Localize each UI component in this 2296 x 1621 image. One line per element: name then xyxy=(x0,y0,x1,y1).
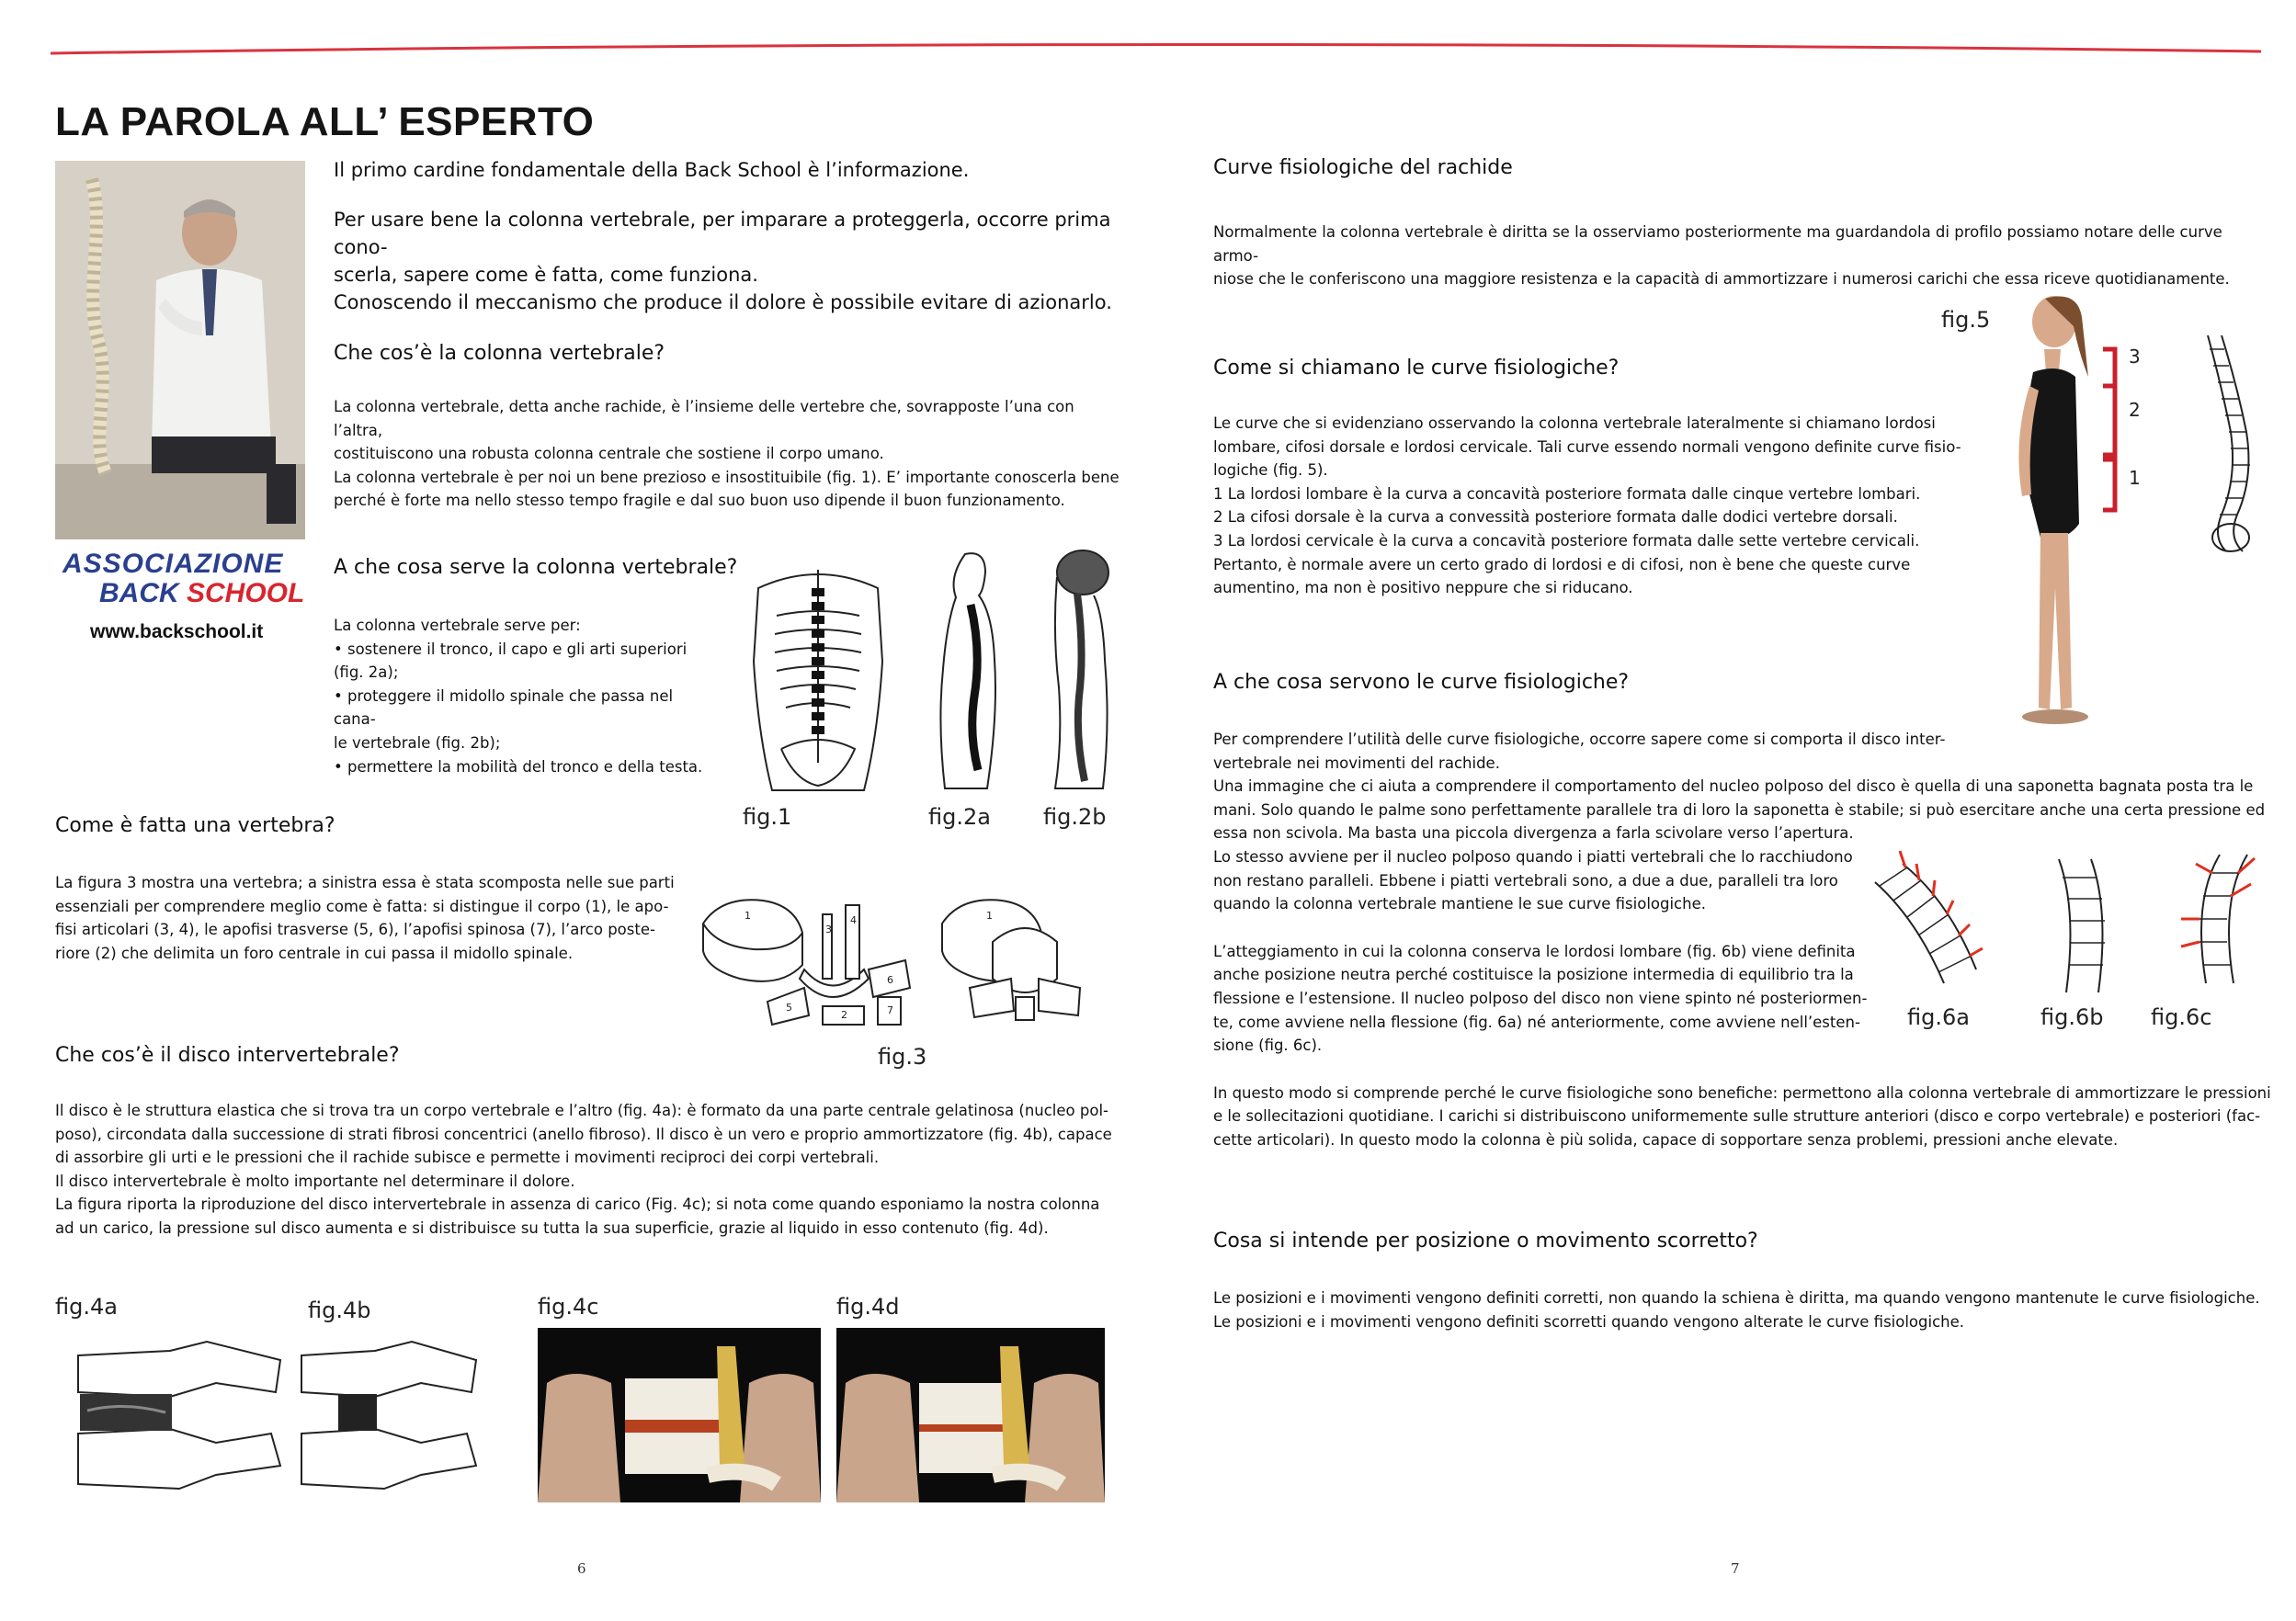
page-number-right: 7 xyxy=(1731,1560,1740,1577)
heading-servono: A che cosa servono le curve fisiologiche? xyxy=(1213,671,1630,694)
svg-text:7: 7 xyxy=(887,1004,893,1016)
serve-line: • sostenere il tronco, il capo e gli arti superiori xyxy=(334,640,688,658)
figure-6b-label: fig.6b xyxy=(2040,1004,2104,1030)
servono-line: quando la colonna vertebrale mantiene le sue curve fisiologiche. xyxy=(1213,895,1706,913)
colonna-line: costituiscono una robusta colonna centrale che sostiene il corpo umano. xyxy=(334,445,884,463)
figure-2a-profile xyxy=(928,540,1011,798)
nomi-line: 3 La lordosi cervicale è la curva a concavità posteriore formata dalle sette vertebre cervicali. xyxy=(1213,531,1920,550)
vertebra-line: riore (2) che delimita un foro centrale in cui passa il midollo spinale. xyxy=(55,944,574,962)
figure-4c-photo xyxy=(538,1328,821,1502)
servono-line: essa non scivola. Ma basta una piccola divergenza a farla scivolare verso l’apertura. xyxy=(1213,824,1854,843)
figure-4b-label: fig.4b xyxy=(308,1298,371,1323)
top-decorative-rule xyxy=(0,0,2296,74)
disco-line: ad un carico, la pressione sul disco aumenta e si distribuisce su tutta la sua superficie, grazie al liquido in esso contenuto (fig. 4d). xyxy=(55,1219,1049,1237)
nomi-line: logiche (fig. 5). xyxy=(1213,461,1328,480)
logo-line-2a: BACK xyxy=(99,578,187,608)
figure-6c-extension xyxy=(2155,845,2284,1002)
figure-1-skeleton xyxy=(740,551,896,799)
disco-line: Il disco intervertebrale è molto importante nel determinare il dolore. xyxy=(55,1172,575,1190)
nomi-line: aumentino, ma non è positivo neppure che si riducano. xyxy=(1213,579,1633,597)
benefiche-line: e le sollecitazioni quotidiane. I carichi si distribuiscono uniformemente sulle strutture anteriori (disco e corpo vertebrale) e posteriori (fac- xyxy=(1213,1107,2261,1126)
intro-line: Il primo cardine fondamentale della Back School è l’informazione. xyxy=(334,159,970,181)
colonna-line: La colonna vertebrale, detta anche rachide, è l’insieme delle vertebre che, sovrapposte l’una con l’altra, xyxy=(334,398,1074,439)
heading-nomi: Come si chiamano le curve fisiologiche? xyxy=(1213,357,1620,380)
figure-4d-photo xyxy=(836,1328,1105,1502)
nomi-text xyxy=(1213,412,1967,600)
heading-disco: Che cos’è il disco intervertebrale? xyxy=(55,1044,400,1067)
figure-4c-label: fig.4c xyxy=(538,1294,599,1320)
vertebra-line: La figura 3 mostra una vertebra; a sinistra essa è stata scomposta nelle sue parti xyxy=(55,874,675,891)
logo-line-2b: SCHOOL xyxy=(187,578,305,608)
logo-line-1: ASSOCIAZIONE xyxy=(63,549,284,579)
figure-4b-vertebrae-disc xyxy=(292,1337,485,1493)
logo-url: www.backschool.it xyxy=(90,621,264,642)
heading-curve: Curve fisiologiche del rachide xyxy=(1213,156,1513,179)
intro-line: Conoscendo il meccanismo che produce il dolore è possibile evitare di azionarlo. xyxy=(334,291,1112,313)
servono-line: Una immagine che ci aiuta a comprendere il comportamento del nucleo polposo del disco è quella di una saponetta bagnata posta tra le xyxy=(1213,777,2254,796)
svg-text:6: 6 xyxy=(887,974,893,986)
figure-5-label: fig.5 xyxy=(1941,307,1991,333)
page-number-left: 6 xyxy=(577,1560,586,1577)
scorretto-text xyxy=(1213,1287,2279,1333)
colonna-text xyxy=(334,395,1124,513)
disco-text xyxy=(55,1099,1131,1241)
heading-scorretto: Cosa si intende per posizione o movimento scorretto? xyxy=(1213,1230,1758,1253)
nomi-line: Le curve che si evidenziano osservando la colonna vertebrale lateralmente si chiamano lordosi xyxy=(1213,414,1936,432)
svg-text:3: 3 xyxy=(825,924,832,935)
figure-5-spine-diagram xyxy=(2180,331,2263,561)
nomi-line: Pertanto, è normale avere un certo grado di lordosi e di cifosi, non è bene che queste curve xyxy=(1213,555,1911,573)
serve-line: La colonna vertebrale serve per: xyxy=(334,617,581,634)
neutra-line: sione (fig. 6c). xyxy=(1213,1037,1323,1055)
heading-vertebra: Come è fatta una vertebra? xyxy=(55,814,335,837)
colonna-line: perché è forte ma nello stesso tempo fragile e dal suo buon uso dipende il buon funzionamento. xyxy=(334,492,1065,510)
neutra-line: flessione e l’estensione. Il nucleo polposo del disco non viene spinto né posteriormen- xyxy=(1213,989,1868,1007)
svg-text:1: 1 xyxy=(744,910,751,922)
heading-colonna: Che cos’è la colonna vertebrale? xyxy=(334,342,665,365)
svg-text:1: 1 xyxy=(986,910,993,922)
curve-line: niose che le conferiscono una maggiore resistenza e la capacità di ammortizzare i numerosi carichi che essa riceve quotidianamente. xyxy=(1213,270,2230,289)
figure-5-woman-profile xyxy=(1976,285,2114,744)
nomi-line: 1 La lordosi lombare è la curva a concavità posteriore formata dalle cinque vertebre lombari. xyxy=(1213,484,1921,503)
figure-1-label: fig.1 xyxy=(743,804,792,830)
expert-photo xyxy=(55,161,305,539)
scorretto-line: Le posizioni e i movimenti vengono definiti corretti, non quando la schiena è diritta, ma quando vengono mantenute le curve fisiologiche. xyxy=(1213,1289,2260,1307)
figure-2b-spinal-cord xyxy=(1039,540,1121,798)
benefiche-line: In questo modo si comprende perché le curve fisiologiche sono benefiche: permettono alla colonna vertebrale di ammortizzare le pressioni xyxy=(1213,1083,2271,1102)
serve-text xyxy=(334,614,720,778)
heading-serve: A che cosa serve la colonna vertebrale? xyxy=(334,556,738,579)
vertebra-line: essenziali per comprendere meglio come è fatta: si distingue il corpo (1), le apo- xyxy=(55,897,669,915)
intro-block xyxy=(334,156,1115,316)
serve-line: le vertebrale (fig. 2b); xyxy=(334,733,501,752)
curve-text xyxy=(1213,221,2270,291)
benefiche-line: cette articolari). In questo modo la colonna è più solida, capace di sopportare senza problemi, pressioni anche elevate. xyxy=(1213,1130,2119,1149)
disco-line: La figura riporta la riproduzione del disco intervertebrale in assenza di carico (Fig. 4c); si nota come quando esponiamo la nostra colonna xyxy=(55,1196,1100,1214)
disco-line: poso), circondata dalla successione di strati fibrosi concentrici (anello fibroso). Il disco è un vero e proprio ammortizzatore (fig. 4b), capace xyxy=(55,1125,1112,1143)
figure-3-vertebra xyxy=(694,878,1103,1048)
figure-6b-neutral xyxy=(2050,855,2123,1002)
svg-text:2: 2 xyxy=(841,1009,847,1021)
disco-line: di assorbire gli urti e le pressioni che il rachide subisce e permette i movimenti reciproci dei corpi vertebrali. xyxy=(55,1149,880,1167)
curve-number-1: 1 xyxy=(2129,467,2141,489)
neutra-line: anche posizione neutra perché costituisce la posizione intermedia di equilibrio tra la xyxy=(1213,966,1854,984)
serve-line: • proteggere il midollo spinale che passa nel cana- xyxy=(334,686,674,729)
servono-line: Per comprendere l’utilità delle curve fisiologiche, occorre sapere come si comporta il disco inter- xyxy=(1213,731,1946,748)
servono-line: non restano paralleli. Ebbene i piatti vertebrali sono, a due a due, paralleli tra loro xyxy=(1213,871,1838,890)
scorretto-line: Le posizioni e i movimenti vengono definiti scorretti quando vengono alterate le curve fisiologiche. xyxy=(1213,1312,1965,1331)
figure-3-label: fig.3 xyxy=(878,1044,927,1070)
figure-4d-label: fig.4d xyxy=(836,1294,900,1320)
figure-6a-flexion xyxy=(1861,845,1990,1002)
intro-line: scerla, sapere come è fatta, come funziona. xyxy=(334,264,758,286)
neutra-line: L’atteggiamento in cui la colonna conserva le lordosi lombare (fig. 6b) viene definita xyxy=(1213,942,1856,960)
figure-5-curve-brackets xyxy=(2098,340,2154,524)
svg-text:4: 4 xyxy=(850,914,857,926)
figure-4a-label: fig.4a xyxy=(55,1294,118,1320)
disco-line: Il disco è le struttura elastica che si trova tra un corpo vertebrale e l’altro (fig. 4a): è formato da una parte centrale gelatinosa (nucleo pol- xyxy=(55,1102,1108,1119)
servono-line: vertebrale nei movimenti del rachide. xyxy=(1213,754,1500,772)
figure-6a-label: fig.6a xyxy=(1907,1004,1970,1030)
curve-number-2: 2 xyxy=(2129,399,2141,421)
page-title: LA PAROLA ALL’ ESPERTO xyxy=(55,99,595,144)
back-school-logo xyxy=(63,550,315,632)
curve-line: Normalmente la colonna vertebrale è diritta se la osserviamo posteriormente ma guardandola di profilo possiamo notare delle curve armo- xyxy=(1213,223,2222,265)
figure-2b-label: fig.2b xyxy=(1043,804,1107,830)
nomi-line: 2 La cifosi dorsale è la curva a convessità posteriore formata dalle dodici vertebre dorsali. xyxy=(1213,508,1898,527)
serve-line: • permettere la mobilità del tronco e della testa. xyxy=(334,757,703,776)
figure-2a-label: fig.2a xyxy=(928,804,991,830)
svg-text:5: 5 xyxy=(786,1002,792,1014)
curve-number-3: 3 xyxy=(2129,346,2141,368)
servono-line: Lo stesso avviene per il nucleo polposo quando i piatti vertebrali che lo racchiudono xyxy=(1213,847,1853,866)
colonna-line: La colonna vertebrale è per noi un bene prezioso e insostituibile (fig. 1). E’ importante conoscerla bene xyxy=(334,468,1120,486)
nomi-line: lombare, cifosi dorsale e lordosi cervicale. Tali curve essendo normali vengono definite curve fisio- xyxy=(1213,437,1961,456)
servono-line: mani. Solo quando le palme sono perfettamente parallele tra di loro la saponetta è stabile; si può esercitare anche una certa pressione ed xyxy=(1213,800,2266,819)
serve-line: (fig. 2a); xyxy=(334,663,399,682)
intro-line: Per usare bene la colonna vertebrale, per imparare a proteggerla, occorre prima cono- xyxy=(334,209,1111,258)
vertebra-text xyxy=(55,871,699,965)
figure-4a-vertebrae-disc xyxy=(69,1337,290,1493)
figure-6c-label: fig.6c xyxy=(2151,1004,2212,1030)
neutra-line: te, come avviene nella flessione (fig. 6a) né anteriormente, come avviene nell’esten- xyxy=(1213,1013,1860,1031)
vertebra-line: fisi articolari (3, 4), le apofisi trasverse (5, 6), l’apofisi spinosa (7), l’arco poste- xyxy=(55,921,655,939)
